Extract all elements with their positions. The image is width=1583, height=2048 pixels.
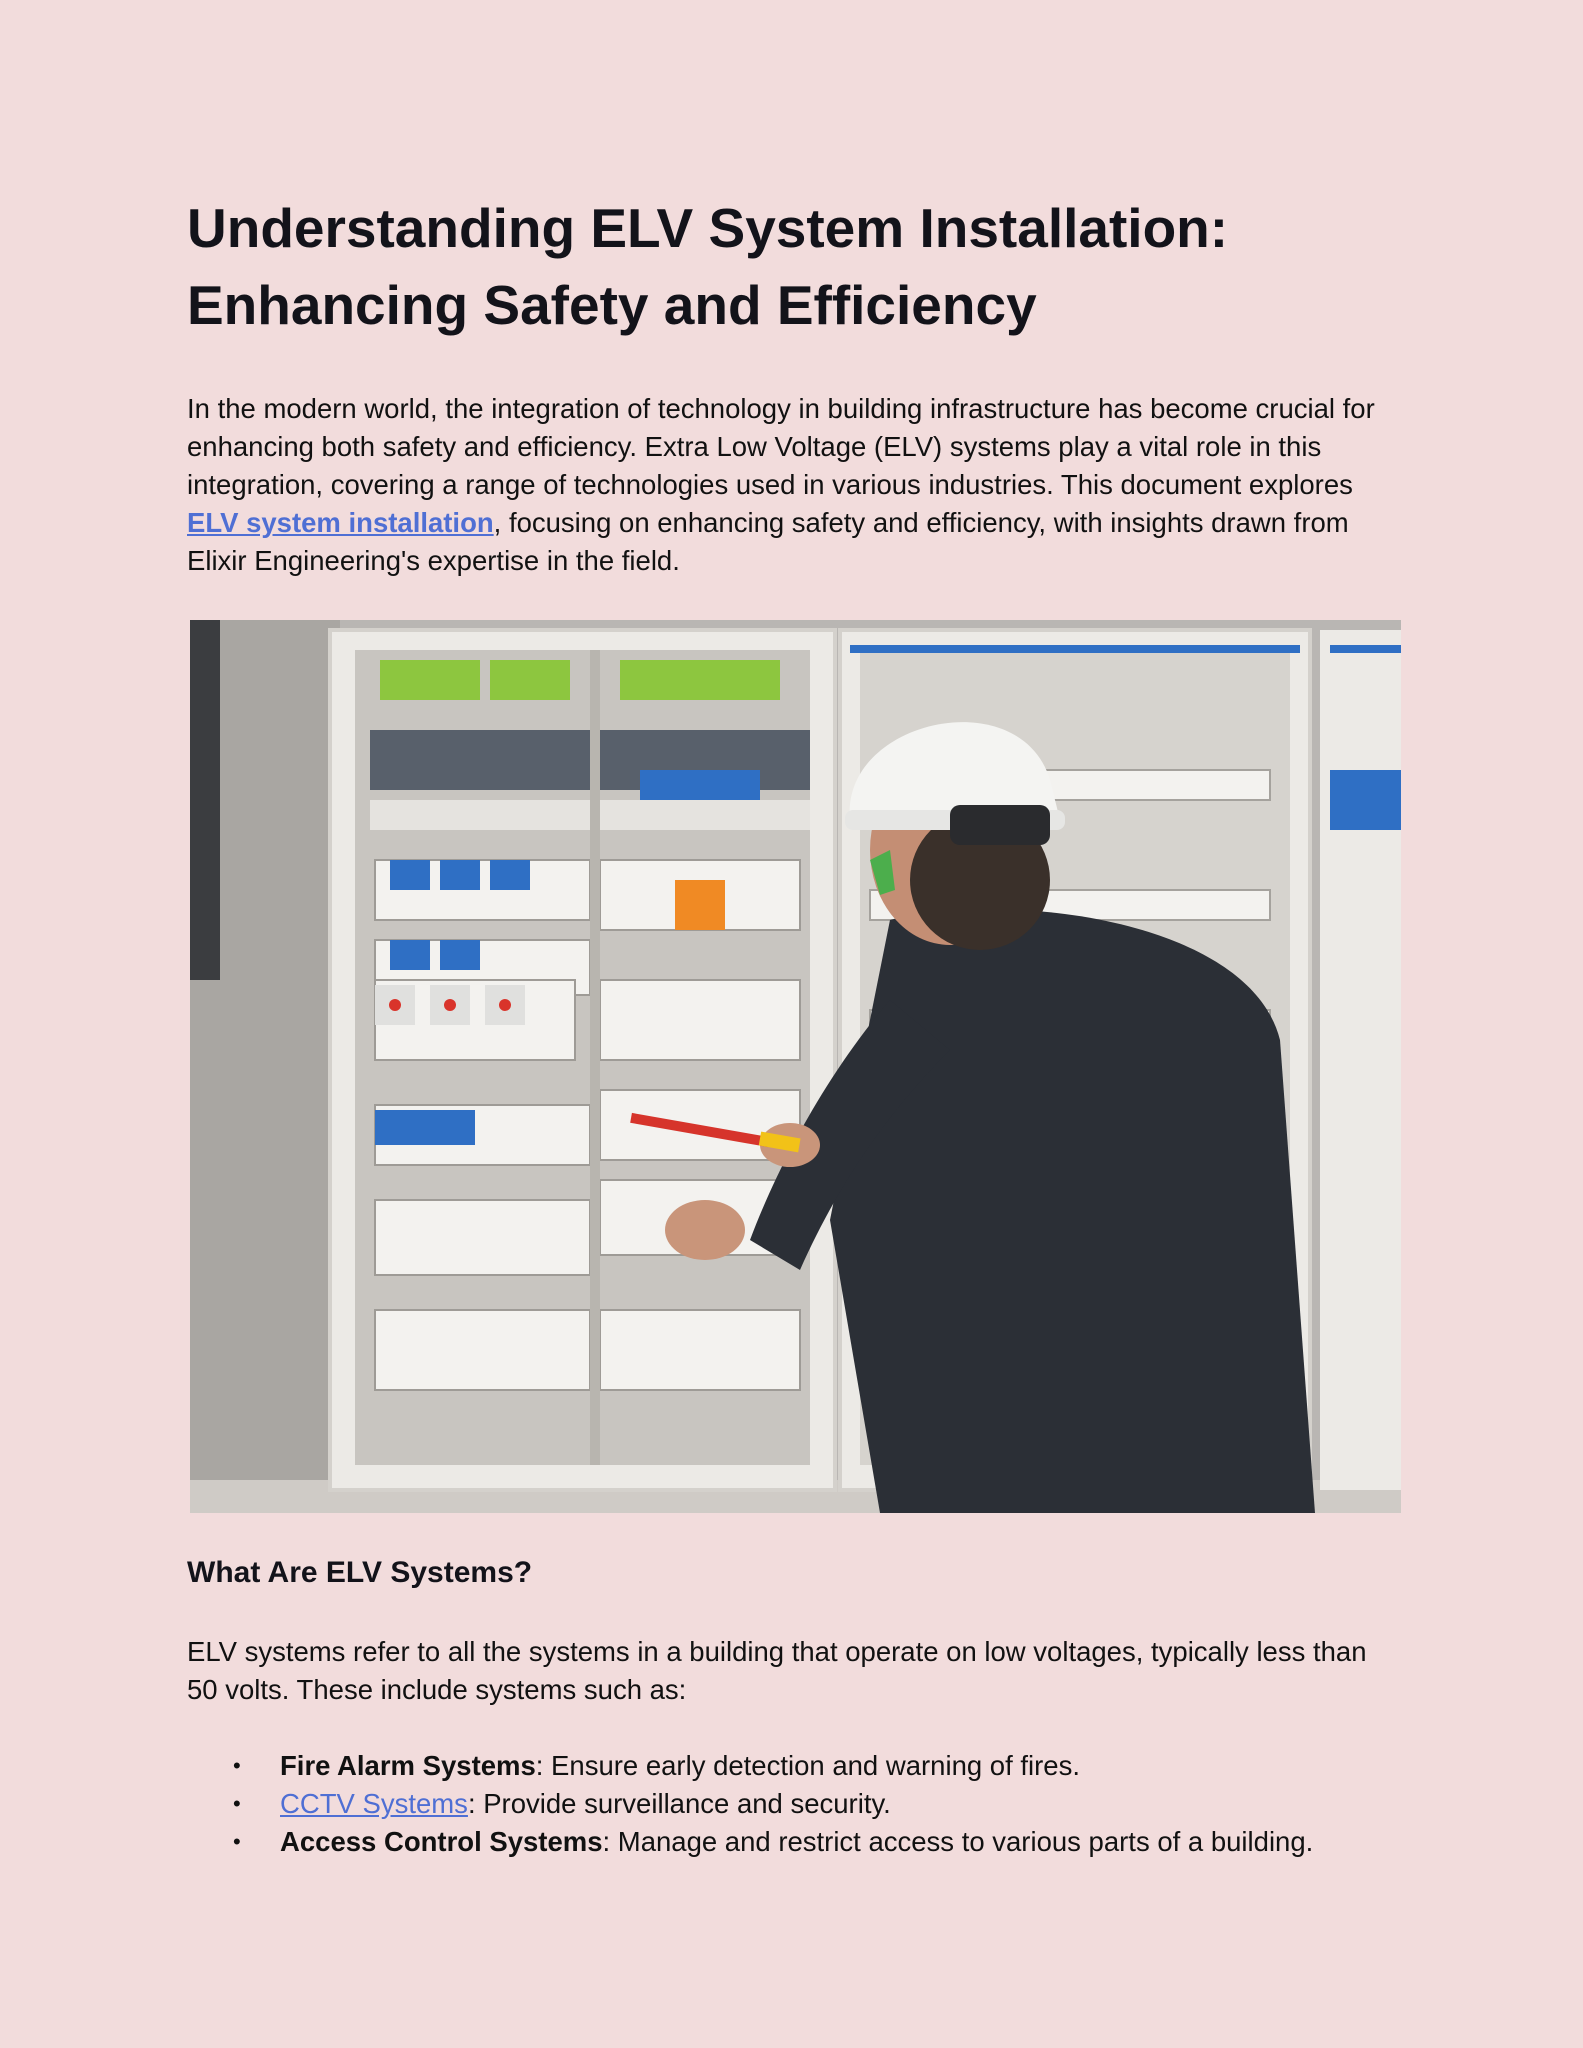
- list-item-access-control: [187, 1823, 1402, 1861]
- cctv-systems-description: : Provide surveillance and security.: [467, 1788, 891, 1819]
- access-control-systems-label: Access Control Systems: [280, 1826, 603, 1857]
- document-page: [187, 190, 1402, 1861]
- bullet-icon: •: [233, 1753, 241, 1778]
- list-item-fire-alarm: [187, 1747, 1402, 1785]
- fire-alarm-systems-description: : Ensure early detection and warning of fires.: [535, 1750, 1080, 1781]
- page-title: Understanding ELV System Installation: Enhancing Safety and Efficiency: [187, 197, 1229, 336]
- section-body: ELV systems refer to all the systems in a building that operate on low voltages, typically less than 50 volts. These include systems such as:: [187, 1636, 1367, 1705]
- cctv-systems-link[interactable]: CCTV Systems: [280, 1788, 468, 1819]
- electrician-panel-photo: [190, 620, 1401, 1513]
- fire-alarm-systems-label: Fire Alarm Systems: [280, 1750, 536, 1781]
- elv-systems-list: [187, 1747, 1402, 1861]
- intro-text-before: In the modern world, the integration of technology in building infrastructure has become crucial for enhancing both safety and efficiency. Extra Low Voltage (ELV) systems play a vital role in this integration, covering a range of technologies used in various industries. This document explores: [187, 393, 1375, 500]
- intro-paragraph: [187, 390, 1402, 580]
- elv-installation-link[interactable]: ELV system installation: [187, 507, 494, 538]
- bullet-icon: •: [233, 1791, 241, 1816]
- intro-text-after: , focusing on enhancing safety and efficiency, with insights drawn from Elixir Engineering's expertise in the field.: [187, 507, 1349, 576]
- section-heading: What Are ELV Systems?: [187, 1556, 533, 1589]
- list-item-cctv: [187, 1785, 1402, 1823]
- bullet-icon: •: [233, 1829, 241, 1854]
- access-control-systems-description: : Manage and restrict access to various parts of a building.: [602, 1826, 1314, 1857]
